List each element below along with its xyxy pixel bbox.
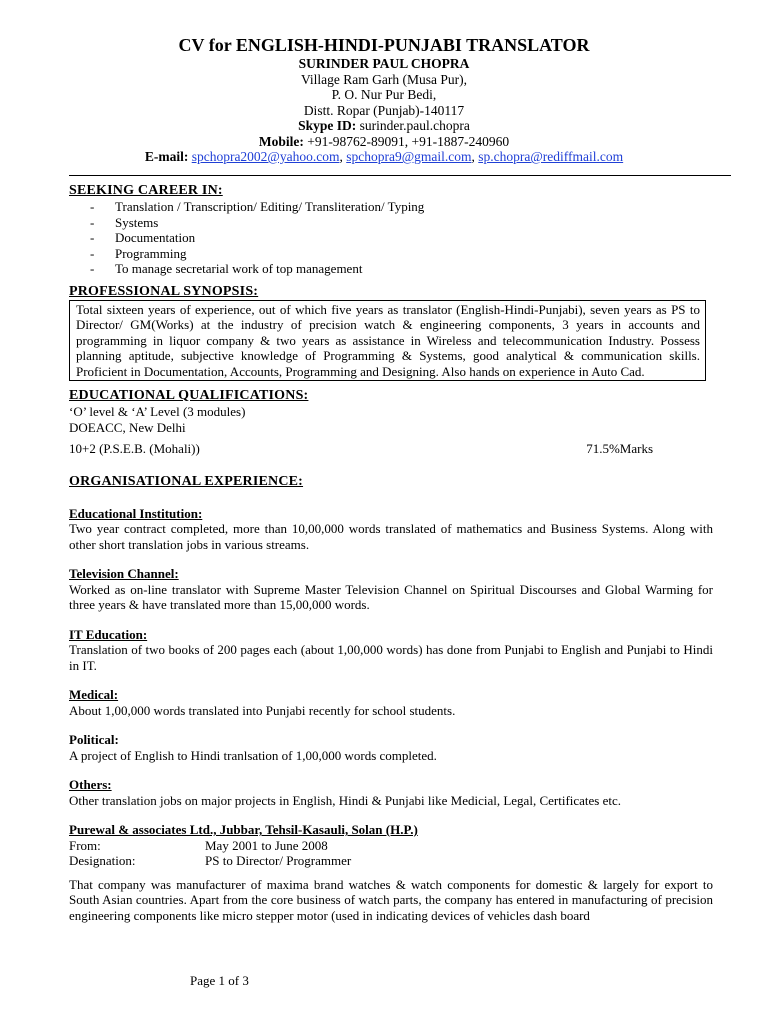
employer-from-row (69, 838, 713, 854)
employer-description: That company was manufacturer of maxima brand watches & watch components for domestic & largely for export to South Asian countries. Apart from the core business of watch parts, the company has entered in manufacturing of precision engineering components like micro stepper motor (used in indicating devices of vehicles dash board (69, 876, 713, 923)
bullet-dash: - (90, 214, 95, 230)
list-item (69, 199, 713, 215)
email-line (0, 149, 768, 165)
education-line: DOEACC, New Delhi (69, 419, 186, 435)
email-link-gmail[interactable]: spchopra9@gmail.com (346, 149, 472, 164)
list-item (69, 261, 713, 277)
section-title-medical: Medical: (69, 687, 119, 702)
education-marks: 71.5%Marks (586, 441, 653, 456)
experience-heading: ORGANISATIONAL EXPERIENCE: (69, 473, 304, 489)
from-value: May 2001 to June 2008 (205, 837, 328, 853)
skype-line (0, 118, 768, 134)
address-line-2: P. O. Nur Pur Bedi, (331, 87, 437, 102)
bullet-dash: - (90, 245, 95, 261)
designation-label: Designation: (69, 853, 136, 868)
email-separator: , (339, 149, 347, 164)
section-text-political: A project of English to Hindi tranlsation of 1,00,000 words completed. (69, 747, 437, 763)
bullet-dash: - (90, 199, 95, 214)
designation-value: PS to Director/ Programmer (205, 853, 352, 868)
education-exam: 10+2 (P.S.E.B. (Mohali)) (69, 441, 200, 456)
cv-body (69, 182, 713, 923)
address-line-3: Distt. Ropar (Punjab)-140117 (303, 102, 465, 118)
header-divider (69, 175, 731, 176)
career-item: Programming (115, 245, 187, 261)
career-item: Documentation (115, 230, 196, 245)
address-line-1: Village Ram Garh (Musa Pur), (300, 71, 468, 87)
email-separator: , (471, 149, 479, 164)
synopsis-box: Total sixteen years of experience, out of which five years as translator (English-Hindi-Punjabi), seven years as PS to Director/ GM(Works) at the industry of precision watch & engineering components, 3 years in accounts and programming in liquor company & two years as assistance in Wireless and telecommunication Industry. Possess planning aptitude, subjective knowledge of Programming & Systems, good analytical & communication skills. Proficient in Documentation, Accounts, Programming and Designing. Also hands on experience in Auto Cad. (69, 300, 706, 382)
mobile-value: +91-98762-89091, +91-1887-240960 (307, 133, 510, 149)
mobile-line (0, 134, 768, 150)
section-title-educational: Educational Institution: (69, 505, 203, 521)
career-item: Translation / Transcription/ Editing/ Transliteration/ Typing (115, 199, 425, 214)
list-item (69, 246, 713, 262)
section-title-others: Others: (69, 777, 112, 792)
education-line: ‘O’ level & ‘A’ Level (3 modules) (69, 404, 246, 419)
career-item: Systems (115, 214, 159, 230)
skype-value: surinder.paul.chopra (359, 118, 470, 133)
cv-header (0, 34, 768, 165)
education-row (69, 441, 713, 457)
mobile-label: Mobile: (258, 133, 304, 149)
from-label: From: (69, 837, 101, 853)
section-text-others: Other translation jobs on major projects in English, Hindi & Punjabi like Medicial, Legal, Certificates etc. (69, 792, 622, 808)
document-title: CV for ENGLISH-HINDI-PUNJABI TRANSLATOR (178, 35, 590, 55)
email-label: E-mail: (144, 149, 189, 164)
education-heading: EDUCATIONAL QUALIFICATIONS: (69, 388, 309, 403)
career-item: To manage secretarial work of top management (115, 261, 363, 276)
section-text-it: Translation of two books of 200 pages each (about 1,00,000 words) has done from Punjabi to English and Punjabi to Hindi in IT. (69, 642, 713, 673)
career-heading: SEEKING CAREER IN: (69, 183, 223, 198)
email-link-yahoo[interactable]: spchopra2002@yahoo.com (191, 149, 340, 164)
section-title-television: Television Channel: (69, 566, 179, 581)
section-title-political: Political: (69, 732, 119, 747)
bullet-dash: - (90, 261, 95, 276)
bullet-dash: - (90, 230, 95, 245)
section-text-television: Worked as on-line translator with Supreme Master Television Channel on Spiritual Discourses and Global Warming for three years & have translated more than 15,00,000 words. (69, 581, 713, 612)
list-item (69, 215, 713, 231)
section-text-educational: Two year contract completed, more than 10,00,000 words translated of mathematics and Business Systems. Along with other short translation jobs in various streams. (69, 521, 713, 552)
career-list (69, 199, 713, 277)
employer-designation-row (69, 853, 713, 869)
candidate-name: SURINDER PAUL CHOPRA (298, 56, 470, 71)
section-title-it: IT Education: (69, 626, 148, 642)
skype-label: Skype ID: (298, 118, 357, 133)
employer-title: Purewal & associates Ltd., Jubbar, Tehsil-Kasauli, Solan (H.P.) (69, 822, 418, 837)
section-text-medical: About 1,00,000 words translated into Punjabi recently for school students. (69, 702, 456, 718)
synopsis-heading: PROFESSIONAL SYNOPSIS: (69, 283, 259, 299)
email-link-rediff[interactable]: sp.chopra@rediffmail.com (478, 149, 624, 164)
list-item (69, 230, 713, 246)
page-number: Page 1 of 3 (190, 973, 249, 988)
